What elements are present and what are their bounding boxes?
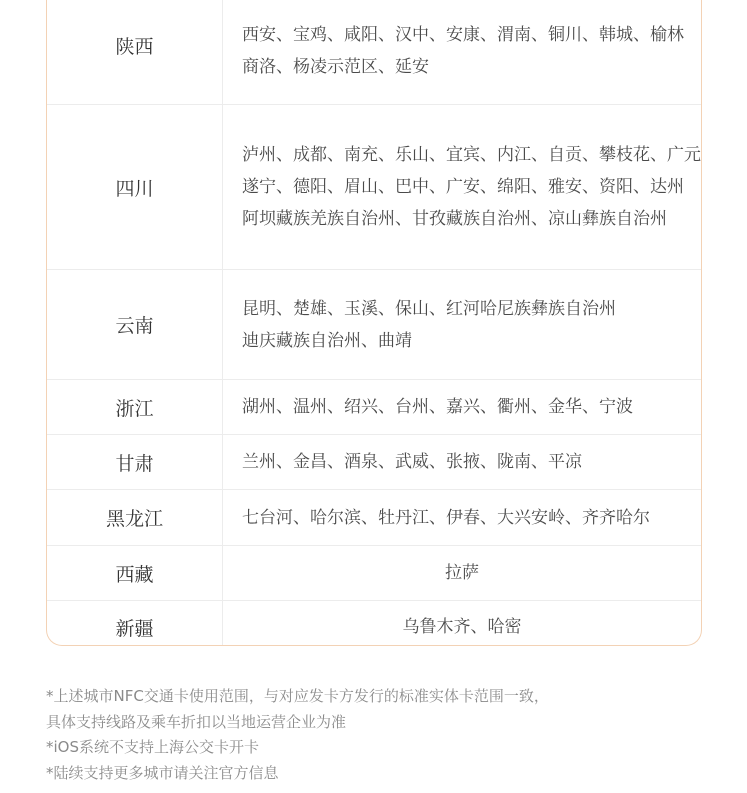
table-row	[47, 600, 701, 646]
cities-line: 泸州、成都、南充、乐山、宜宾、内江、自贡、攀枝花、广元	[242, 145, 701, 165]
footnote: *iOS系统不支持上海公交卡开卡	[46, 738, 259, 756]
table-row	[47, 0, 701, 104]
table-row	[47, 545, 701, 600]
cities-line: 西安、宝鸡、咸阳、汉中、安康、渭南、铜川、韩城、榆林	[242, 25, 684, 45]
province-cell: 新疆	[47, 601, 223, 646]
table-row	[47, 379, 701, 434]
cities-line: 商洛、杨凌示范区、延安	[242, 57, 429, 77]
cities-line: 兰州、金昌、酒泉、武威、张掖、陇南、平凉	[242, 452, 582, 472]
cities-line: 七台河、哈尔滨、牡丹江、伊春、大兴安岭、齐齐哈尔	[242, 507, 650, 528]
province-cell: 西藏	[47, 546, 223, 600]
table-row	[47, 489, 701, 545]
province-cell: 甘肃	[47, 435, 223, 489]
footnote: 具体支持线路及乘车折扣以当地运营企业为准	[46, 712, 347, 731]
footnotes	[46, 684, 549, 786]
cities-cell	[223, 380, 701, 434]
cities-cell	[223, 435, 701, 489]
cities-line: 昆明、楚雄、玉溪、保山、红河哈尼族彝族自治州	[242, 298, 616, 319]
province-cell: 陕西	[47, 0, 223, 104]
province-cell: 黑龙江	[47, 490, 223, 545]
cities-cell	[223, 270, 701, 379]
table-row	[47, 269, 701, 379]
cities-cell	[223, 601, 701, 646]
table-row	[47, 434, 701, 489]
province-cell: 云南	[47, 270, 223, 379]
cities-cell	[223, 490, 701, 545]
cities-line: 迪庆藏族自治州、曲靖	[242, 330, 412, 351]
cities-line: 乌鲁木齐、哈密	[402, 617, 522, 637]
cities-line: 遂宁、德阳、眉山、巴中、广安、绵阳、雅安、资阳、达州	[242, 177, 684, 197]
cities-cell	[223, 0, 701, 104]
table-row	[47, 104, 701, 269]
supported-cities-table	[46, 0, 702, 646]
province-cell: 浙江	[47, 380, 223, 434]
footnote: *上述城市NFC交通卡使用范围，与对应发卡方发行的标准实体卡范围一致，	[46, 687, 549, 705]
footnote: *陆续支持更多城市请关注官方信息	[46, 763, 279, 782]
cities-line: 湖州、温州、绍兴、台州、嘉兴、衢州、金华、宁波	[242, 397, 633, 417]
province-cell: 四川	[47, 105, 223, 269]
cities-cell	[223, 105, 701, 269]
cities-cell	[223, 546, 701, 600]
cities-line: 拉萨	[445, 563, 479, 583]
cities-line: 阿坝藏族羌族自治州、甘孜藏族自治州、凉山彝族自治州	[242, 209, 667, 229]
